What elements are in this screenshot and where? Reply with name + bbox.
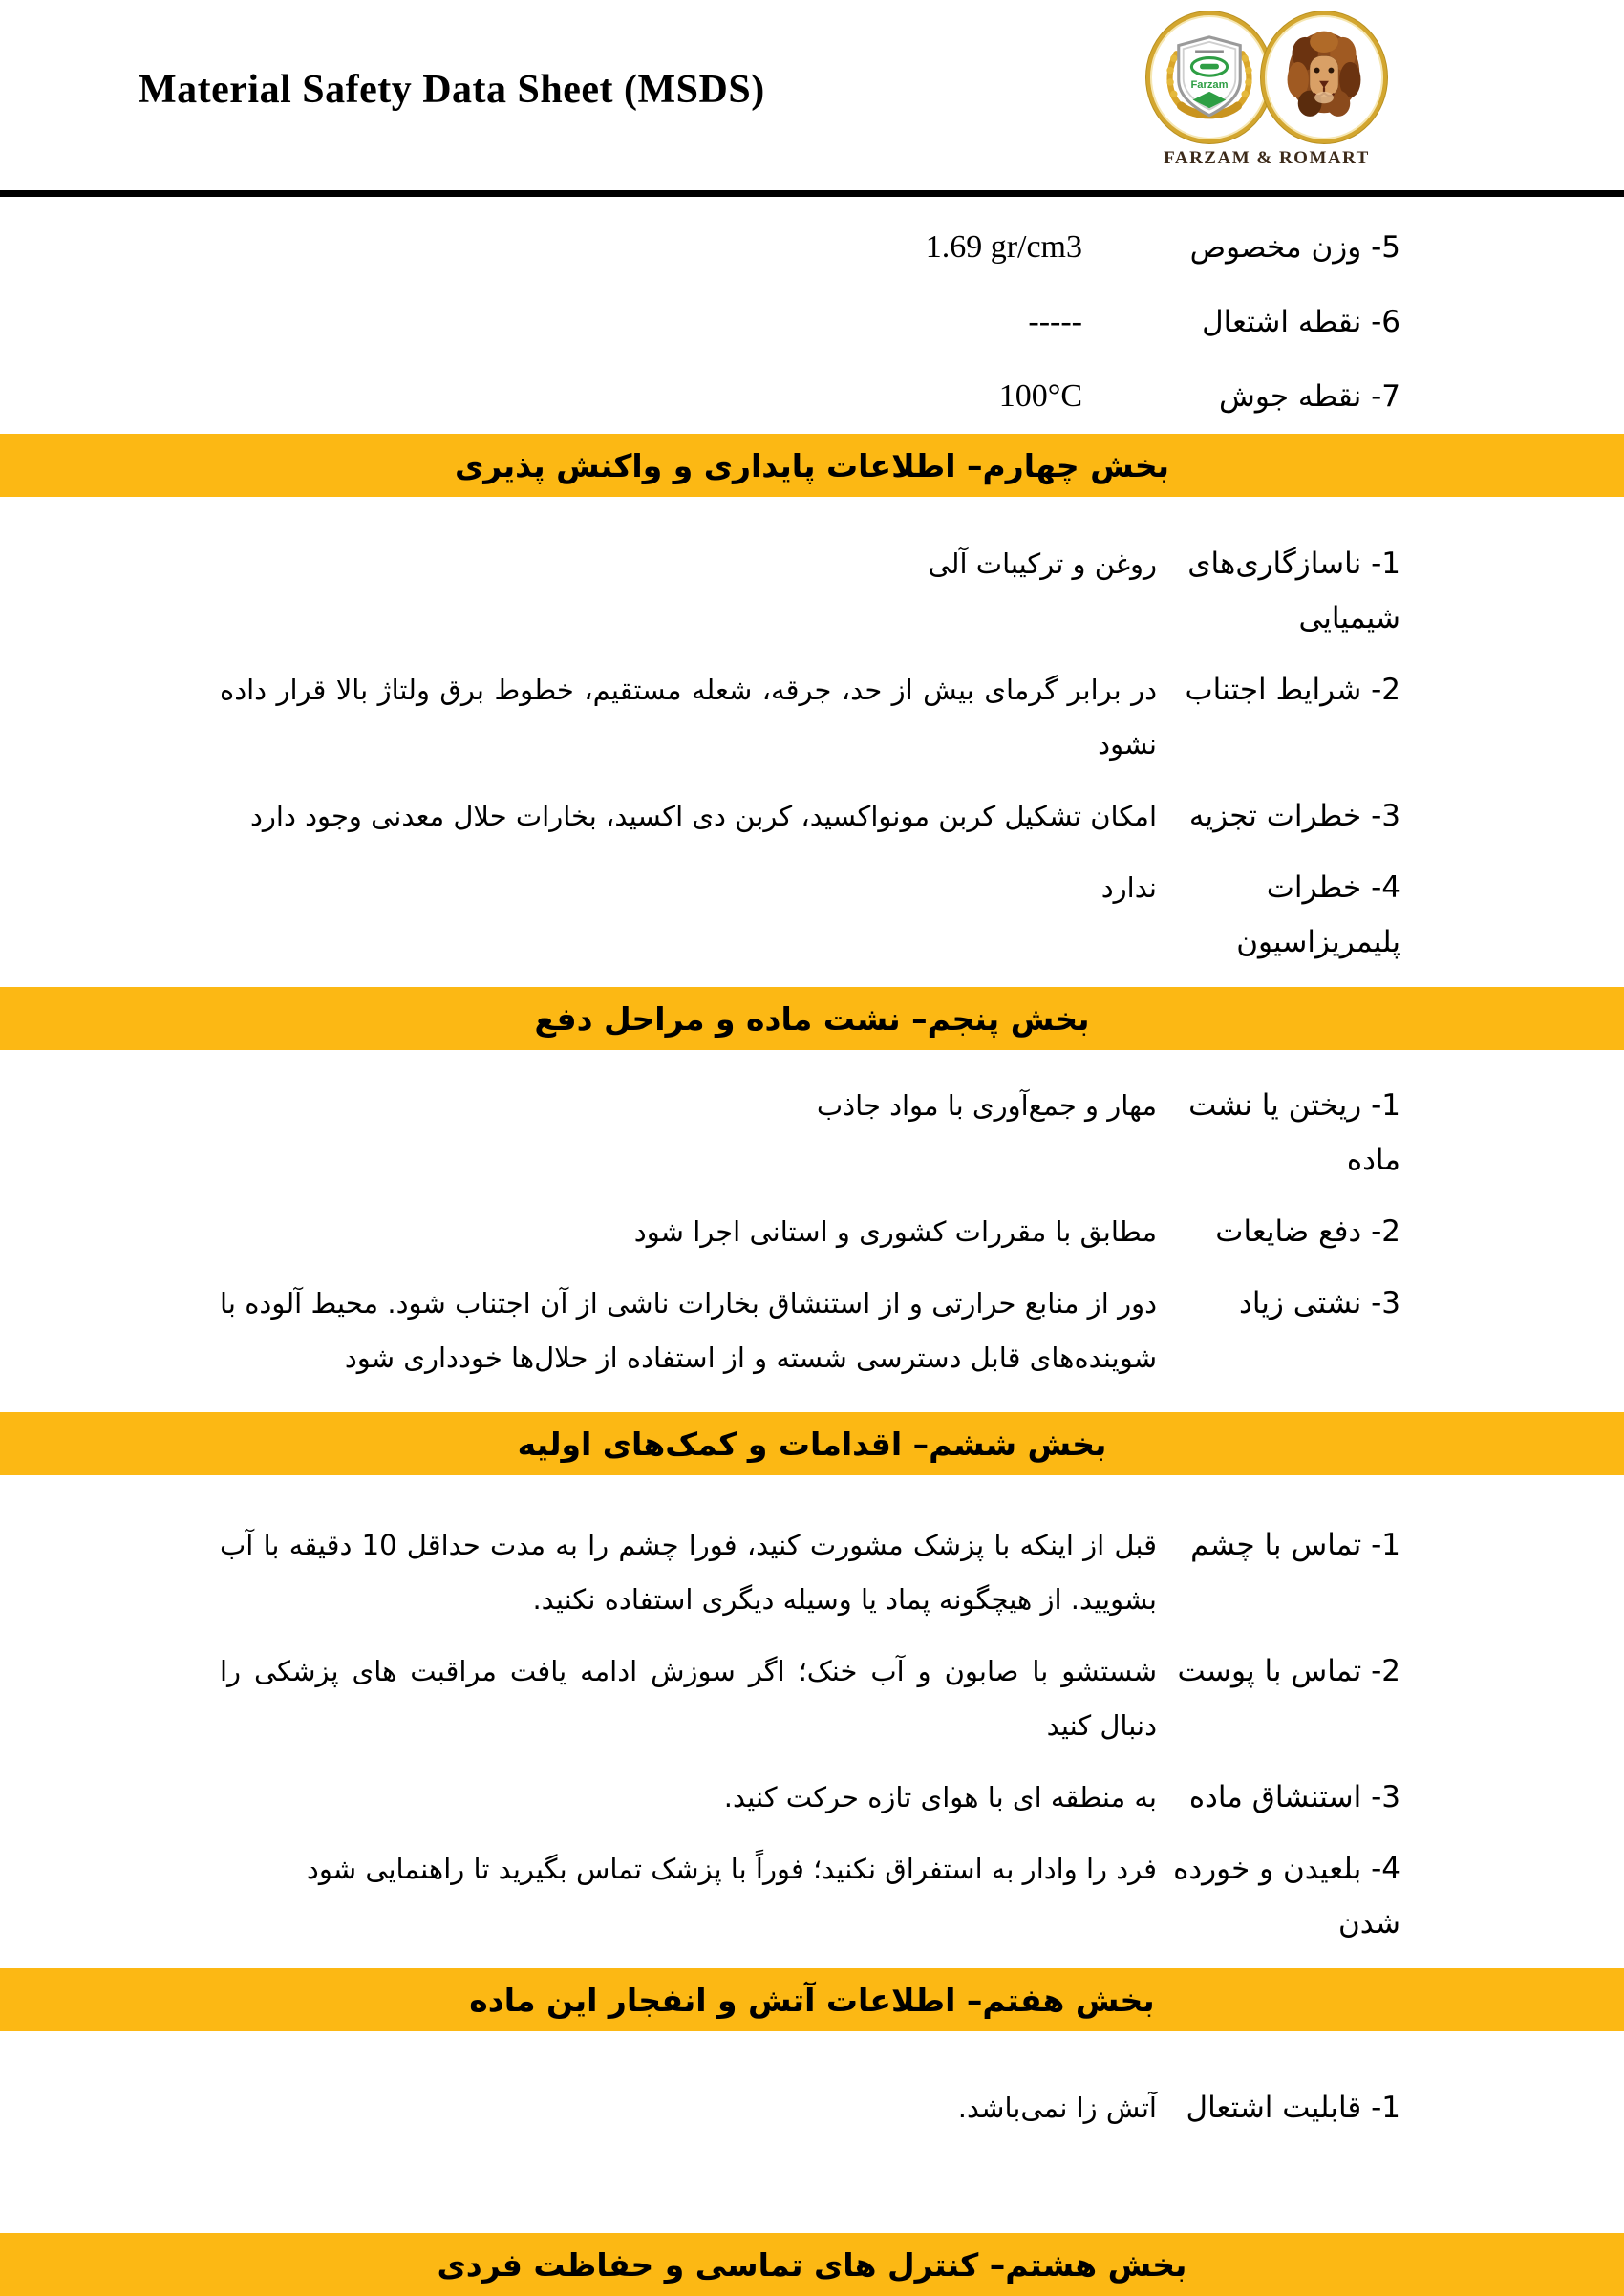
property-label: 5- وزن مخصوص: [1189, 229, 1400, 265]
physical-properties: [220, 197, 1400, 434]
section-row: [220, 1518, 1400, 1627]
row-value: فرد را وادار به استفراق نکنید؛ فوراً با پزشک تماس بگیرید تا راهنمایی شود: [306, 1853, 1157, 1885]
msds-section: [220, 1968, 1400, 2179]
company-logo: [1144, 11, 1389, 169]
section-row: [220, 537, 1400, 646]
property-row: [220, 359, 1400, 434]
row-value: شستشو با صابون و آب خنک؛ اگر سوزش ادامه یافت مراقبت های پزشکی را دنبال کنید: [220, 1655, 1157, 1742]
section-banner: بخش هفتم– اطلاعات آتش و انفجار این ماده: [0, 1968, 1624, 2031]
section-row: [220, 1842, 1400, 1951]
section-banner: بخش پنجم– نشت ماده و مراحل دفع: [0, 987, 1624, 1050]
section-rows: [220, 1475, 1400, 1951]
section-rows: [220, 2031, 1400, 2179]
section-row: [220, 1079, 1400, 1188]
property-label: 6- نقطه اشتعال: [1202, 304, 1400, 339]
section-row: [220, 1205, 1400, 1259]
row-label: 3- استنشاق ماده: [1188, 1780, 1400, 1814]
row-value: مطابق با مقررات کشوری و استانی اجرا شود: [633, 1215, 1157, 1248]
msds-section: [220, 434, 1400, 970]
section-row: [220, 1277, 1400, 1385]
row-value: دور از منابع حرارتی و از استنشاق بخارات ناشی از آن اجتناب شود. محیط آلوده با شوینده‌های قابل دسترسی شسته و از استفاده از حلال‌ها خودداری شود: [220, 1287, 1157, 1374]
section-banner: بخش ششم– اقدامات و کمک‌های اولیه: [0, 1412, 1624, 1475]
row-label: 2- شرایط اجتناب: [1185, 673, 1400, 707]
section-banner: بخش هشتم– کنترل های تماسی و حفاظت فردی: [0, 2233, 1624, 2296]
row-value: مهار و جمع‌آوری با مواد جاذب: [816, 1089, 1157, 1122]
row-value: روغن و ترکیبات آلی: [928, 547, 1157, 580]
row-label: 1- ریختن یا نشت ماده: [1188, 1088, 1400, 1177]
row-label: 1- قابلیت اشتعال: [1186, 2091, 1400, 2125]
logo-circles: [1144, 11, 1389, 143]
msds-section: [220, 987, 1400, 1412]
row-value: ندارد: [1100, 871, 1157, 904]
property-row: [220, 285, 1400, 359]
row-label: 3- نشتی زیاد: [1239, 1286, 1400, 1320]
brand-caption: FARZAM & ROMART: [1164, 148, 1370, 168]
row-label: 1- ناسازگاری‌های شیمیایی: [1187, 547, 1400, 635]
section-row: [220, 2081, 1400, 2135]
row-label: 4- بلعیدن و خورده شدن: [1173, 1852, 1400, 1941]
sections-container: [220, 434, 1400, 2296]
section-banner: بخش چهارم– اطلاعات پایداری و واکنش پذیری: [0, 434, 1624, 497]
row-label: 2- دفع ضایعات: [1215, 1214, 1400, 1249]
svg-text:Farzam: Farzam: [1190, 79, 1229, 92]
row-value: به منطقه ای با هوای تازه حرکت کنید.: [723, 1781, 1157, 1813]
page-header: [0, 0, 1624, 197]
lion-icon: [1261, 11, 1387, 143]
section-row: [220, 1644, 1400, 1753]
section-rows: [220, 497, 1400, 970]
row-label: 2- تماس با پوست: [1177, 1654, 1400, 1688]
row-value: در برابر گرمای بیش از حد، جرقه، شعله مستقیم، خطوط برق ولتاژ بالا قرار داده نشود: [220, 674, 1157, 761]
property-value: 100°C: [998, 378, 1082, 414]
row-value: امکان تشکیل کربن مونواکسید، کربن دی اکسید، بخارات حلال معدنی وجود دارد: [249, 800, 1157, 832]
row-value: قبل از اینکه با پزشک مشورت کنید، فورا چشم را به مدت حداقل 10 دقیقه با آب بشویید. از هیچگونه پماد یا وسیله دیگری استفاده نکنید.: [220, 1529, 1157, 1616]
property-label: 7- نقطه جوش: [1218, 378, 1400, 414]
property-value: -----: [1028, 304, 1082, 339]
msds-section: [220, 1412, 1400, 1951]
section-row: [220, 1770, 1400, 1825]
property-value: 1.69 gr/cm3: [925, 229, 1082, 265]
section-row: [220, 789, 1400, 844]
row-value: آتش زا نمی‌باشد.: [957, 2092, 1157, 2124]
section-rows: [220, 1050, 1400, 1412]
msds-body: [0, 197, 1624, 2296]
row-label: 1- تماس با چشم: [1190, 1528, 1400, 1562]
farzam-emblem-icon: [1146, 11, 1272, 143]
property-row: [220, 210, 1400, 285]
row-label: 4- خطرات پلیمریزاسیون: [1236, 870, 1400, 959]
page-title: Material Safety Data Sheet (MSDS): [139, 68, 765, 112]
section-row: [220, 663, 1400, 772]
row-label: 3- خطرات تجزیه: [1188, 799, 1400, 833]
msds-section: [220, 2233, 1400, 2296]
section-row: [220, 861, 1400, 970]
